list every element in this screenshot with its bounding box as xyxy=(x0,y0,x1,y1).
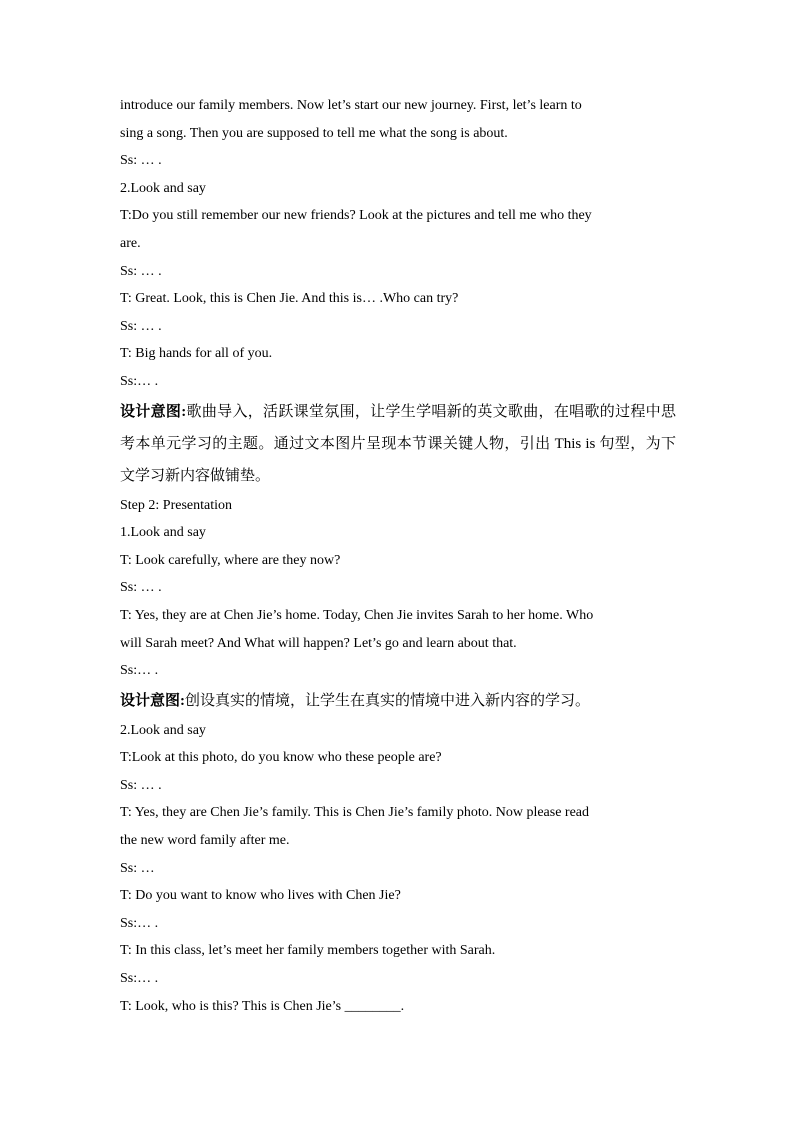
text-line: introduce our family members. Now let’s start our new journey. First, let’s learn to xyxy=(120,98,582,113)
text-line: Ss: … . xyxy=(120,777,162,793)
text-line: Ss: … xyxy=(120,860,155,876)
design-intent-label: 设计意图: xyxy=(120,403,187,420)
text-line: sing a song. Then you are supposed to tell me what the song is about. xyxy=(120,125,508,141)
text-line: will Sarah meet? And What will happen? Let’s go and learn about that. xyxy=(120,635,517,651)
lesson-content xyxy=(120,92,676,1020)
text-line: T: Do you want to know who lives with Chen Jie? xyxy=(120,888,401,904)
design-intent-note-1 xyxy=(120,396,676,492)
design-intent-label: 设计意图: xyxy=(120,692,185,709)
text-line: Ss:… . xyxy=(120,663,159,679)
text-line: are. xyxy=(120,235,141,251)
design-intent-text: 创设真实的情境，让学生在真实的情境中进入新内容的学习。 xyxy=(185,692,591,709)
text-line: 2.Look and say xyxy=(120,722,206,738)
design-intent-note-2 xyxy=(120,685,676,717)
text-line: T: In this class, let’s meet her family members together with Sarah. xyxy=(120,943,496,959)
step-heading: Step 2: Presentation xyxy=(120,497,232,513)
text-line: T: Look, who is this? This is Chen Jie’s ________. xyxy=(120,998,405,1014)
text-line: T: Yes, they are at Chen Jie’s home. Today, Chen Jie invites Sarah to her home. Who xyxy=(120,607,594,623)
text-line: the new word family after me. xyxy=(120,833,290,849)
text-line: Ss: … . xyxy=(120,580,162,596)
text-line: 1.Look and say xyxy=(120,525,206,541)
text-line: T:Look at this photo, do you know who these people are? xyxy=(120,750,442,766)
text-line: 2.Look and say xyxy=(120,180,206,196)
text-line: T: Big hands for all of you. xyxy=(120,346,273,362)
text-line: T: Look carefully, where are they now? xyxy=(120,552,341,568)
text-line: Ss: … . xyxy=(120,318,162,334)
text-line: Ss: … . xyxy=(120,153,162,169)
text-line: T: Yes, they are Chen Jie’s family. This is Chen Jie’s family photo. Now please read xyxy=(120,805,590,821)
design-intent-text: 歌曲导入，活跃课堂氛围，让学生学唱新的英文歌曲，在唱歌的过程中思考本单元学习的主题。通过文本图片呈现本节课关键人物，引出 This is 句型，为下文学习新内容做铺垫。 xyxy=(120,403,676,484)
text-line: T:Do you still remember our new friends? Look at the pictures and tell me who they xyxy=(120,208,592,224)
text-line: Ss:… . xyxy=(120,915,159,931)
text-line: Ss: … . xyxy=(120,263,162,279)
text-line: Ss:… . xyxy=(120,971,159,987)
text-line: Ss:… . xyxy=(120,373,159,389)
text-line: T: Great. Look, this is Chen Jie. And this is… .Who can try? xyxy=(120,291,459,307)
